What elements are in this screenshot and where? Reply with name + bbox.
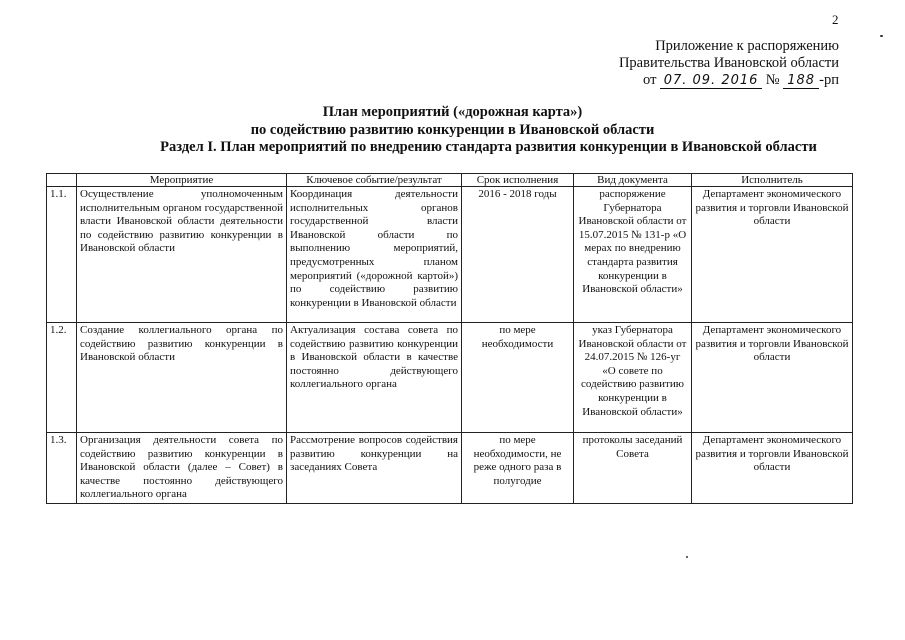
row-executor: Департамент экономического развития и торговли Ивановской области	[692, 433, 853, 504]
row-term: по мере необходимости, не реже одного раза в полугодие	[462, 433, 574, 504]
header-activity: Мероприятие	[77, 174, 287, 187]
row-key-result: Рассмотрение вопросов содействия развитию конкуренции на заседаниях Совета	[287, 433, 462, 504]
row-document: указ Губернатора Ивановской области от 24.07.2015 № 126-уг «О совете по содействию развитию конкуренции в Ивановской области»	[574, 323, 692, 433]
row-number: 1.1.	[47, 187, 77, 323]
row-key-result: Координация деятельности исполнительных органов государственной власти Ивановской области по выполнению мероприятий, предусмотренных планом мероприятий («дорожной картой») по содействию развитию конкуренции в Ивановской области	[287, 187, 462, 323]
table-row	[47, 323, 853, 433]
handwritten-date: 07. 09. 2016	[660, 74, 762, 89]
scan-speck	[880, 35, 883, 37]
plan-table	[46, 173, 853, 504]
section-title: Раздел I. План мероприятий по внедрению стандарта развития конкуренции в Ивановской области	[160, 139, 817, 155]
appendix-line-1: Приложение к распоряжению	[655, 38, 839, 54]
number-sign: №	[765, 72, 780, 88]
row-executor: Департамент экономического развития и торговли Ивановской области	[692, 187, 853, 323]
row-key-result: Актуализация состава совета по содействию развитию конкуренции в Ивановской области в качестве постоянно действующего коллегиального органа	[287, 323, 462, 433]
header-document: Вид документа	[574, 174, 692, 187]
table-header-row	[47, 174, 853, 187]
scan-speck	[686, 556, 688, 558]
row-term: 2016 - 2018 годы	[462, 187, 574, 323]
header-key-result: Ключевое событие/результат	[287, 174, 462, 187]
table-row	[47, 433, 853, 504]
row-activity: Осуществление уполномоченным исполнительным органом государственной власти Ивановской области деятельности по содействию развитию конкуренции в Ивановской области	[77, 187, 287, 323]
appendix-block	[619, 38, 839, 89]
header-executor: Исполнитель	[692, 174, 853, 187]
row-document: распоряжение Губернатора Ивановской области от 15.07.2015 № 131-р «О мерах по внедрению стандарта развития конкуренции в Ивановской области»	[574, 187, 692, 323]
row-number: 1.2.	[47, 323, 77, 433]
header-term: Срок исполнения	[462, 174, 574, 187]
header-num	[47, 174, 77, 187]
table-row	[47, 187, 853, 323]
title-line-1: План мероприятий («дорожная карта»)	[322, 104, 583, 120]
row-activity: Создание коллегиального органа по содействию развитию конкуренции в Ивановской области	[77, 323, 287, 433]
appendix-from-label: от	[643, 72, 657, 88]
row-executor: Департамент экономического развития и торговли Ивановской области	[692, 323, 853, 433]
number-suffix: -рп	[819, 72, 839, 88]
row-number: 1.3.	[47, 433, 77, 504]
row-document: протоколы заседаний Совета	[574, 433, 692, 504]
page-number: 2	[832, 12, 839, 27]
appendix-line-2: Правительства Ивановской области	[618, 55, 839, 71]
appendix-date-line	[619, 72, 839, 89]
row-term: по мере необходимости	[462, 323, 574, 433]
title-line-2: по содействию развитию конкуренции в Ивановской области	[250, 121, 655, 138]
document-title	[0, 104, 905, 157]
row-activity: Организация деятельности совета по содействию развитию конкуренции в Ивановской области (далее – Совет) в качестве постоянно действующего коллегиального органа	[77, 433, 287, 504]
handwritten-number: 188	[783, 74, 819, 89]
